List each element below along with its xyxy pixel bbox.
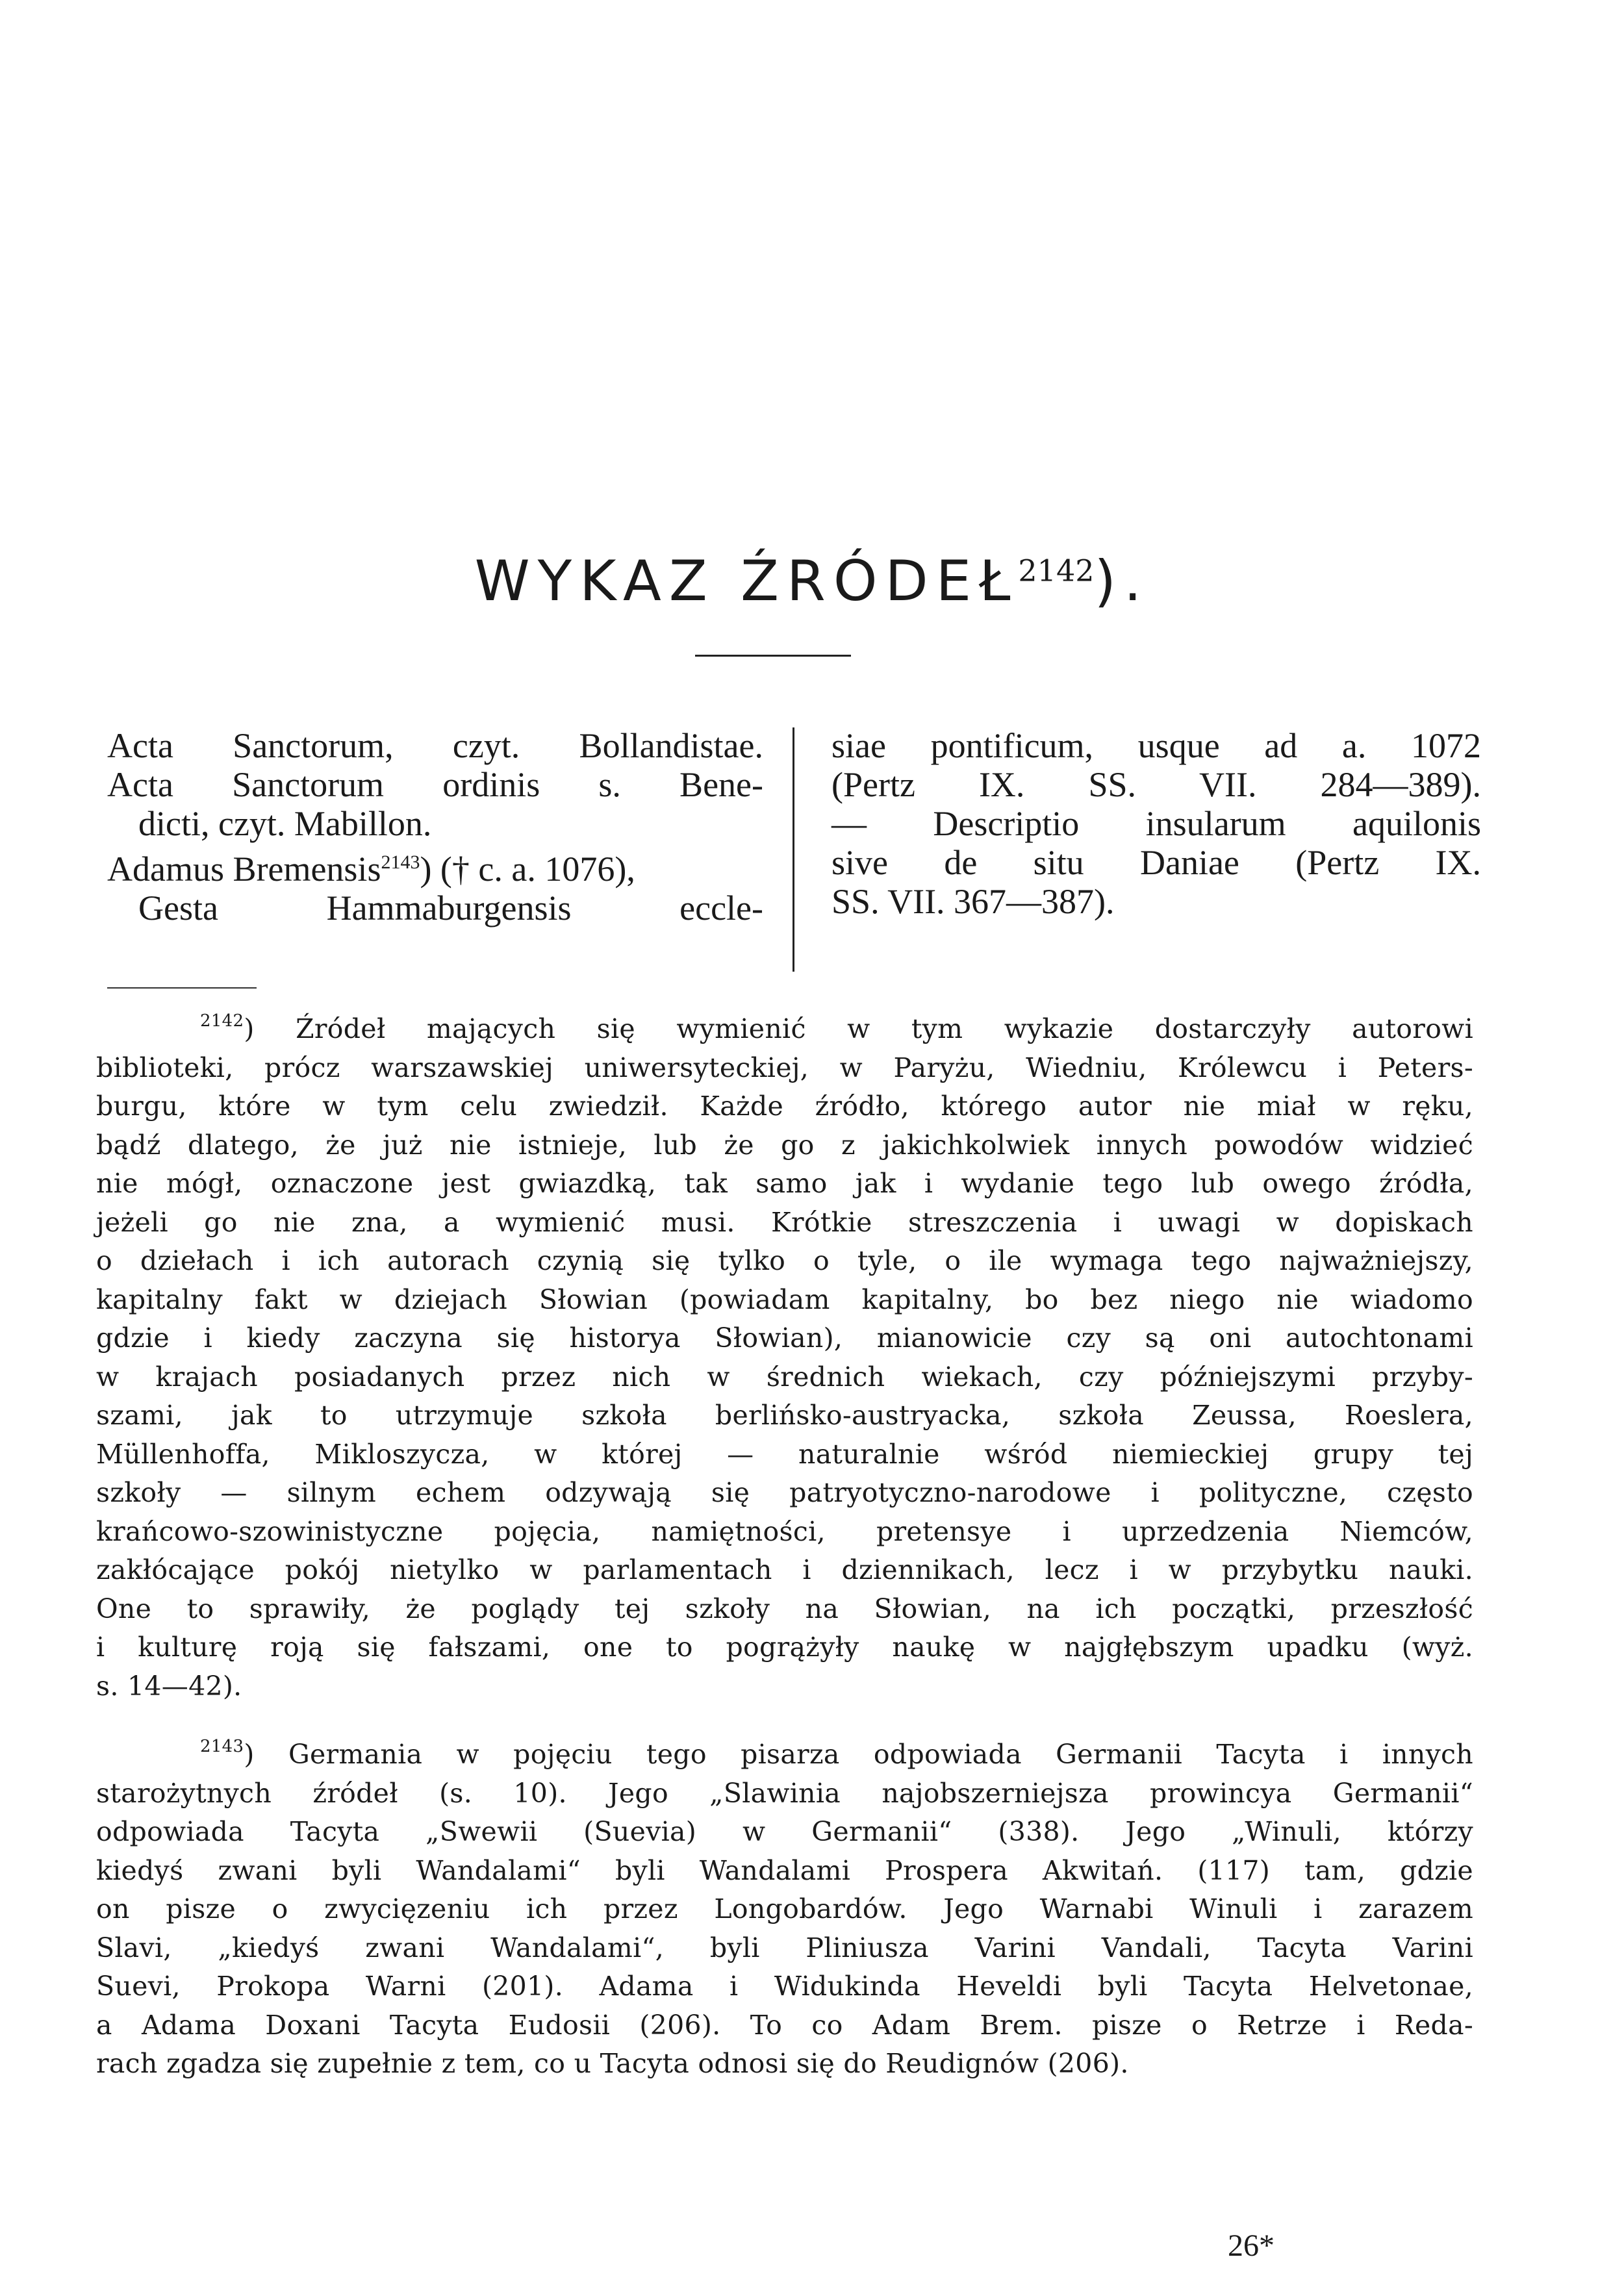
title-footnote-ref: 2142 xyxy=(1018,553,1095,588)
footnote-marker: 2142 xyxy=(200,1011,244,1031)
right-line: sive de situ Daniae (Pertz IX. xyxy=(831,843,1481,882)
right-line: siae pontificum, usque ad a. 1072 xyxy=(831,726,1481,765)
footnote-line: on pisze o zwycięzeniu ich przez Longobardów. Jego Warnabi Winuli i zarazem xyxy=(96,1893,1473,1924)
footnote-ref-2143: 2143 xyxy=(381,852,420,873)
footnote-line: zakłócające pokój nietylko w parlamentach i dziennikach, lecz i w przybytku nauki. xyxy=(96,1554,1473,1585)
footnote-line: $^{2143}$) Germania w pojęciu tego pisarza odpowiada Germanii Tacyta i innych xyxy=(200,1737,1473,1770)
footnote-line: One to sprawiły, że poglądy tej szkoły na Słowian, na ich początki, przeszłość xyxy=(96,1593,1473,1624)
footnote-line: Suevi, Prokopa Warni (201). Adama i Widukinda Heveldi byli Tacyta Helvetonae, xyxy=(96,1971,1473,2002)
footnote-line: i kulturę roją się fałszami, one to pogrążyły naukę w najgłębszym upadku (wyż. xyxy=(96,1632,1473,1663)
footnote-line: Slavi, „kiedyś zwani Wandalami“, byli Pliniusza Varini Vandali, Tacyta Varini xyxy=(96,1932,1473,1963)
footnote-line: nie mógł, oznaczone jest gwiazdką, tak samo jak i wydanie tego lub owego źródła, xyxy=(96,1168,1473,1199)
footnote-line: $^{2142}$) Źródeł mających się wymienić w tym wykazie dostarczyły autorowi xyxy=(200,1011,1473,1044)
footnote-2143 xyxy=(96,1735,1473,2084)
footnote-line: biblioteki, prócz warszawskiej uniwersyteckiej, w Paryżu, Wiedniu, Królewcu i Peters- xyxy=(96,1052,1473,1083)
adamus-name: Adamus Bremensis xyxy=(107,850,381,889)
footnote-line: kiedyś zwani byli Wandalami“ byli Wandalami Prospera Akwitań. (117) tam, gdzie xyxy=(96,1854,1473,1886)
left-line-adamus xyxy=(107,843,763,889)
page-title xyxy=(0,549,1624,614)
footnote-line: rach zgadza się zupełnie z tem, co u Tacyta odnosi się do Reudignów (206). xyxy=(96,2048,1129,2079)
footnote-line: burgu, które w tym celu zwiedził. Każde źródło, którego autor nie miał w ręku, xyxy=(96,1091,1473,1122)
left-line: Acta Sanctorum, czyt. Bollandistae. xyxy=(107,726,763,765)
footnote-line: bądź dlatego, że już nie istnieje, lub że go z jakichkolwiek innych powodów widzieć xyxy=(96,1129,1473,1161)
footnote-line: Müllenhoffa, Mikloszycza, w której — naturalnie wśród niemieckiej grupy tej xyxy=(96,1438,1473,1470)
adamus-date: ) († c. a. 1076), xyxy=(420,850,635,889)
title-text: WYKAZ ŹRÓDEŁ xyxy=(474,549,1019,614)
footnote-line: jeżeli go nie zna, a wymienić musi. Krótkie streszczenia i uwagi w dopiskach xyxy=(96,1206,1473,1238)
right-column xyxy=(831,726,1481,921)
footnote-line: gdzie i kiedy zaczyna się historya Słowian), mianowicie czy są oni autochtonami xyxy=(96,1322,1473,1354)
footnote-line: odpowiada Tacyta „Swewii (Suevia) w Germanii“ (338). Jego „Winuli, którzy xyxy=(96,1816,1473,1847)
title-rule xyxy=(695,655,851,657)
footnote-line: kapitalny fakt w dziejach Słowian (powiadam kapitalny, bo bez niego nie wiadomo xyxy=(96,1283,1473,1315)
title-close: ). xyxy=(1094,549,1150,614)
left-line: Acta Sanctorum ordinis s. Bene- xyxy=(107,765,763,804)
footnote-line: w krajach posiadanych przez nich w średnich wiekach, czy późniejszymi przyby- xyxy=(96,1361,1473,1393)
column-divider xyxy=(793,727,794,972)
footnote-line: krańcowo-szowinistyczne pojęcia, namiętności, pretensye i uprzedzenia Niemców, xyxy=(96,1515,1473,1547)
footnote-2142 xyxy=(96,1010,1473,1706)
footnote-line: o dziełach i ich autorach czynią się tylko o tyle, o ile wymaga tego najważniejszy, xyxy=(96,1245,1473,1276)
left-column xyxy=(107,726,763,927)
footnote-marker: 2143 xyxy=(200,1737,244,1756)
right-line: (Pertz IX. SS. VII. 284—389). xyxy=(831,765,1481,804)
page-number: 26* xyxy=(1228,2228,1275,2263)
footnote-line: s. 14—42). xyxy=(96,1670,242,1702)
footnote-line: szkoły — silnym echem odzywają się patryotyczno-narodowe i polityczne, często xyxy=(96,1477,1473,1508)
left-line: dicti, czyt. Mabillon. xyxy=(138,804,432,843)
right-line: — Descriptio insularum aquilonis xyxy=(831,804,1481,843)
footnote-line: a Adama Doxani Tacyta Eudosii (206). To co Adam Brem. pisze o Retrze i Reda- xyxy=(96,2009,1473,2041)
left-line: Gesta Hammaburgensis eccle- xyxy=(138,889,763,927)
footnote-separator xyxy=(107,987,257,989)
footnote-line: szami, jak to utrzymuje szkoła berlińsko-austryacka, szkoła Zeussa, Roeslera, xyxy=(96,1400,1473,1431)
right-line: SS. VII. 367—387). xyxy=(831,882,1115,921)
footnote-line: starożytnych źródeł (s. 10). Jego „Slawinia najobszerniejsza prowincya Germanii“ xyxy=(96,1777,1473,1809)
